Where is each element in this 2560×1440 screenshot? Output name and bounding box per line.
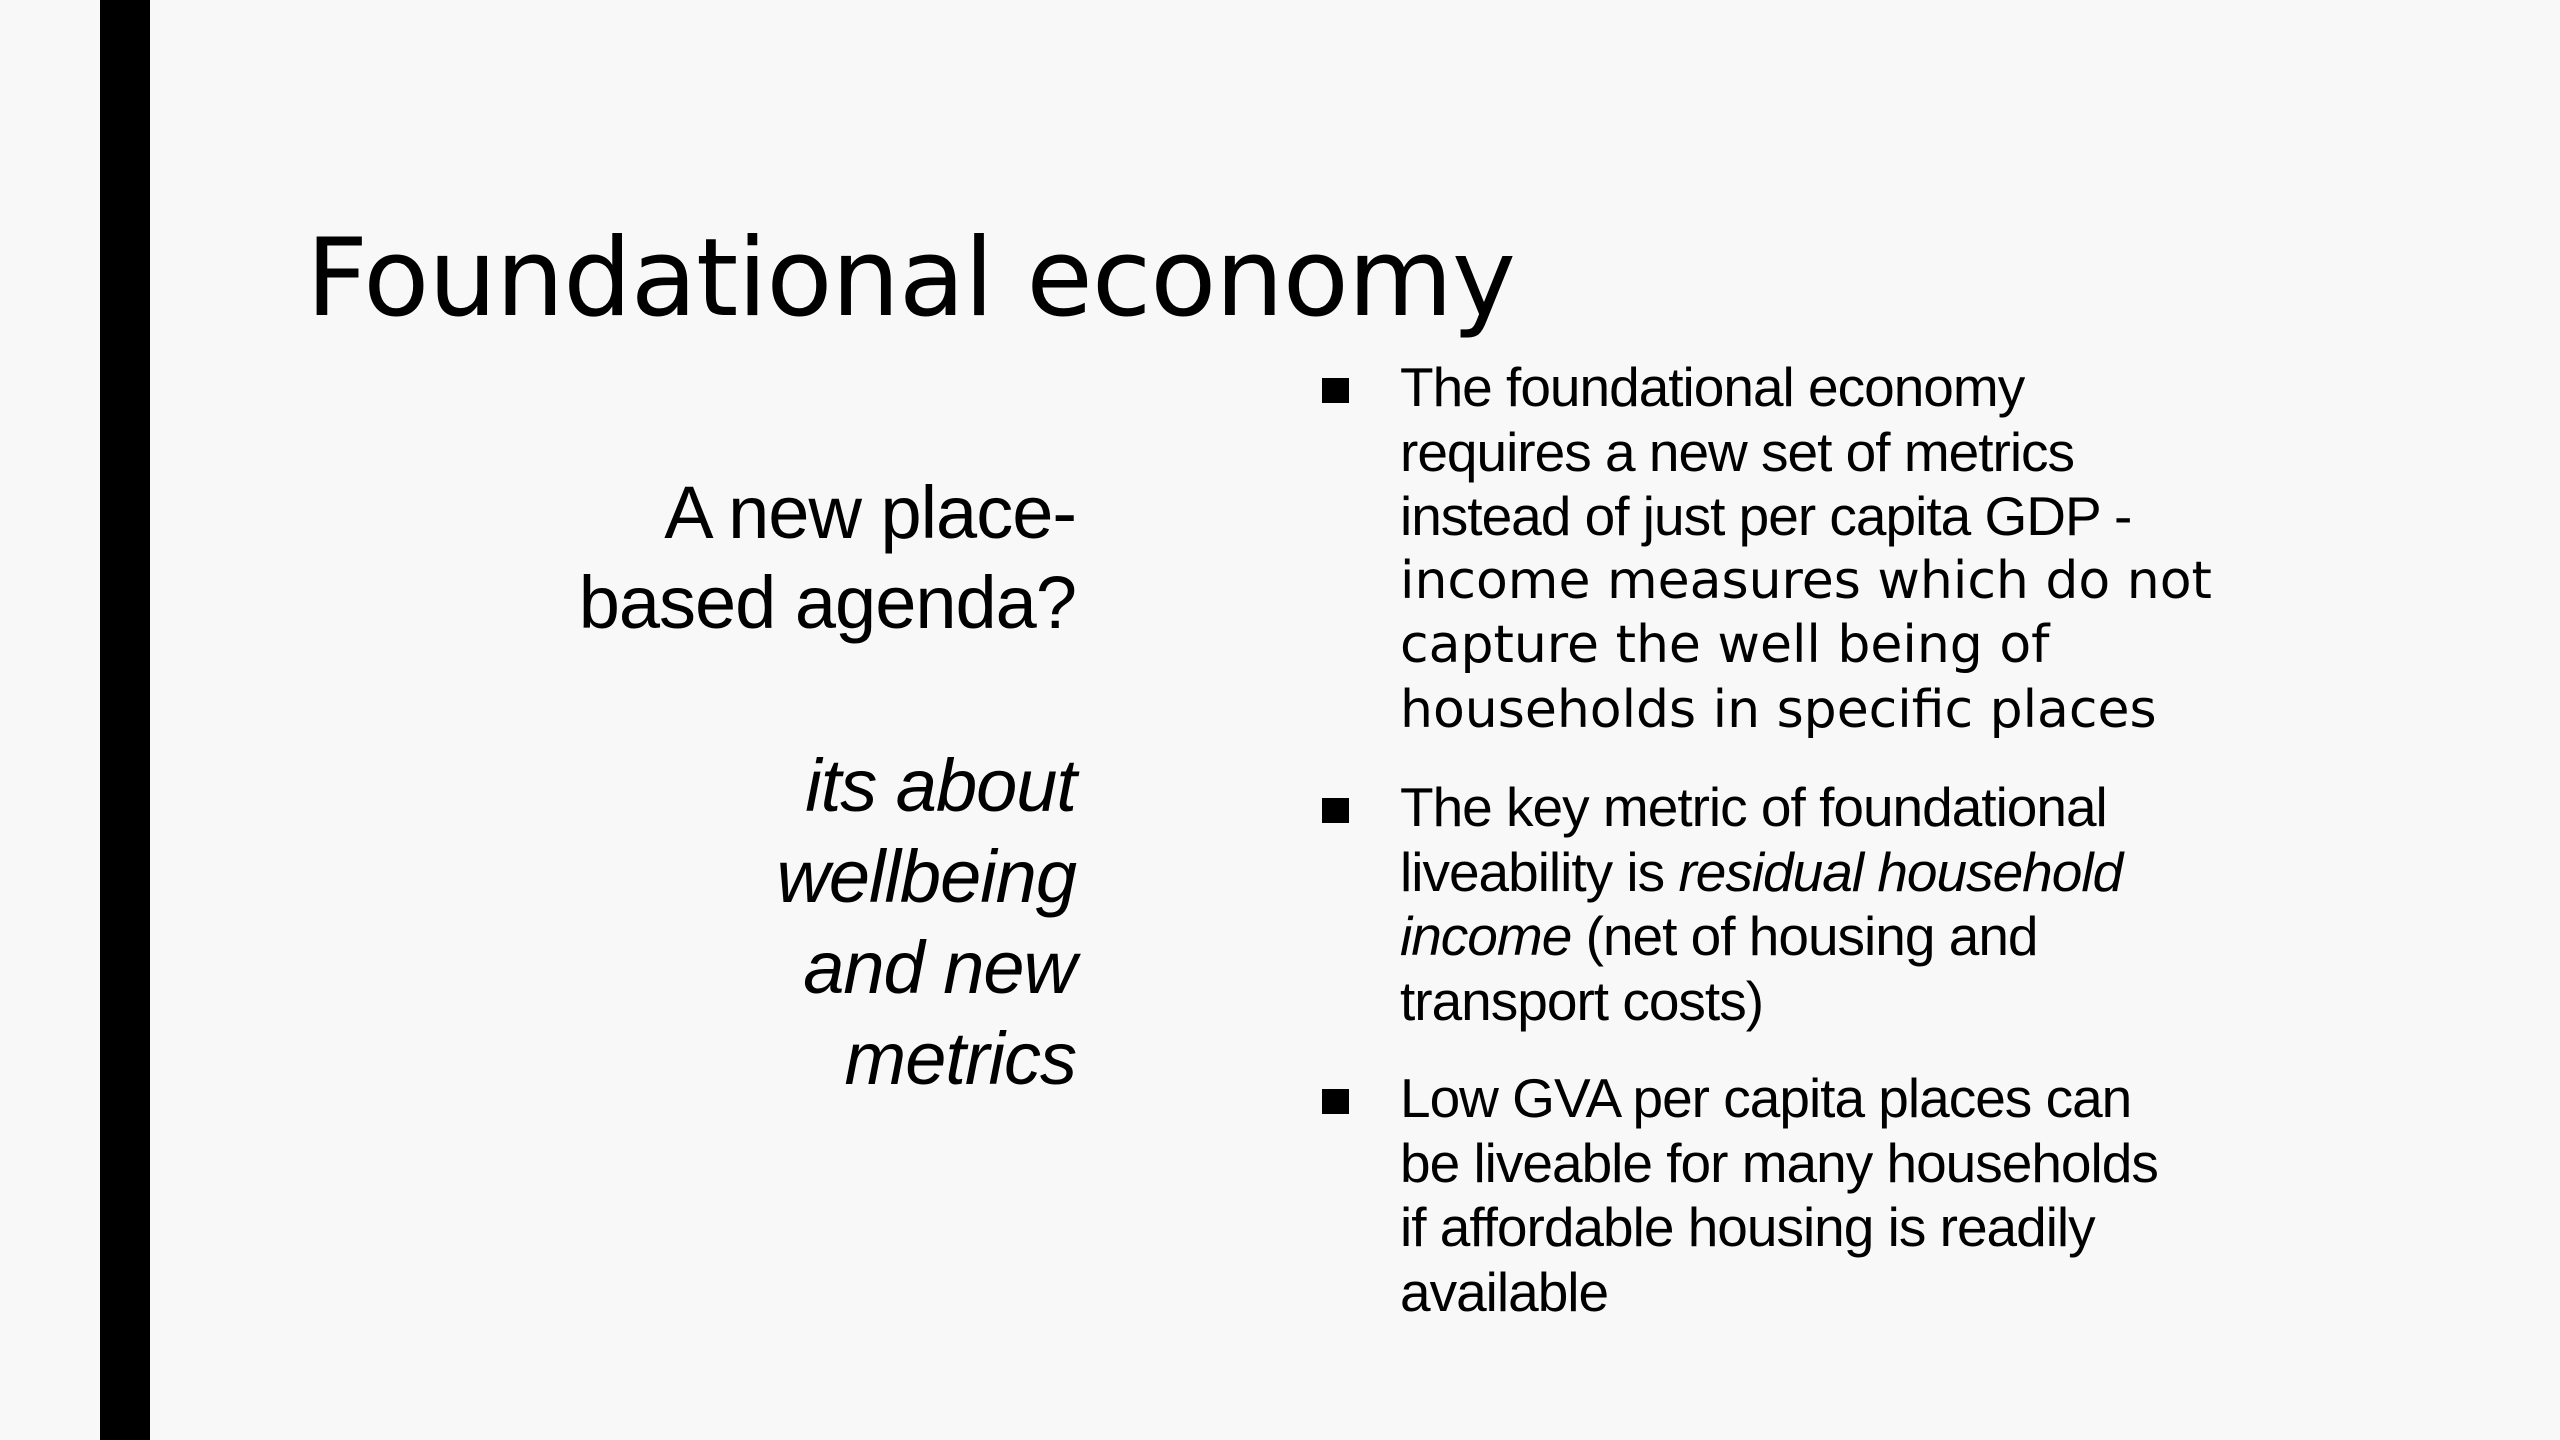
bullet-text: (net of housing and xyxy=(1571,905,2038,967)
bullet-text: liveability is xyxy=(1400,840,1679,903)
bullet-line: The key metric of foundational xyxy=(1400,776,2107,838)
bullet-item xyxy=(1320,775,2320,1033)
tagline xyxy=(456,740,1076,1104)
left-accent-bar xyxy=(100,0,150,1440)
bullet-item xyxy=(1320,355,2320,742)
tagline-line: its about xyxy=(805,744,1076,827)
bullet-line: instead of just per capita GDP - xyxy=(1400,485,2132,547)
square-bullet-icon xyxy=(1322,378,1349,403)
slide-title: Foundational economy xyxy=(306,216,1515,342)
left-panel xyxy=(456,468,1076,1104)
bullet-line xyxy=(1400,840,2320,905)
bullet-line: capture the well being of xyxy=(1400,615,2050,675)
subtitle-line: based agenda? xyxy=(578,561,1076,644)
bullet-emphasis: residual household xyxy=(1678,840,2123,903)
tagline-line: metrics xyxy=(844,1017,1076,1100)
bullet-line xyxy=(1400,904,2320,969)
bullet-line: requires a new set of metrics xyxy=(1400,420,2075,483)
square-bullet-icon xyxy=(1322,1089,1349,1114)
tagline-line: wellbeing xyxy=(776,835,1076,918)
bullet-line: if affordable housing is readily xyxy=(1400,1196,2095,1258)
bullet-item xyxy=(1320,1066,2320,1324)
bullet-line: income measures which do not xyxy=(1400,550,2212,611)
bullet-line: available xyxy=(1400,1260,1609,1323)
bullet-line: households in specific places xyxy=(1400,679,2157,740)
bullet-line: Low GVA per capita places can xyxy=(1400,1067,2132,1129)
square-bullet-icon xyxy=(1322,798,1349,823)
bullet-line: The foundational economy xyxy=(1400,356,2025,418)
bullet-emphasis: income xyxy=(1400,905,1572,967)
tagline-line: and new xyxy=(803,926,1076,1009)
subtitle-line: A new place- xyxy=(664,471,1076,554)
bullet-line: transport costs) xyxy=(1400,969,1764,1032)
subtitle xyxy=(456,468,1076,648)
bullet-line: be liveable for many households xyxy=(1400,1131,2158,1194)
bullet-list xyxy=(1320,355,2320,1324)
